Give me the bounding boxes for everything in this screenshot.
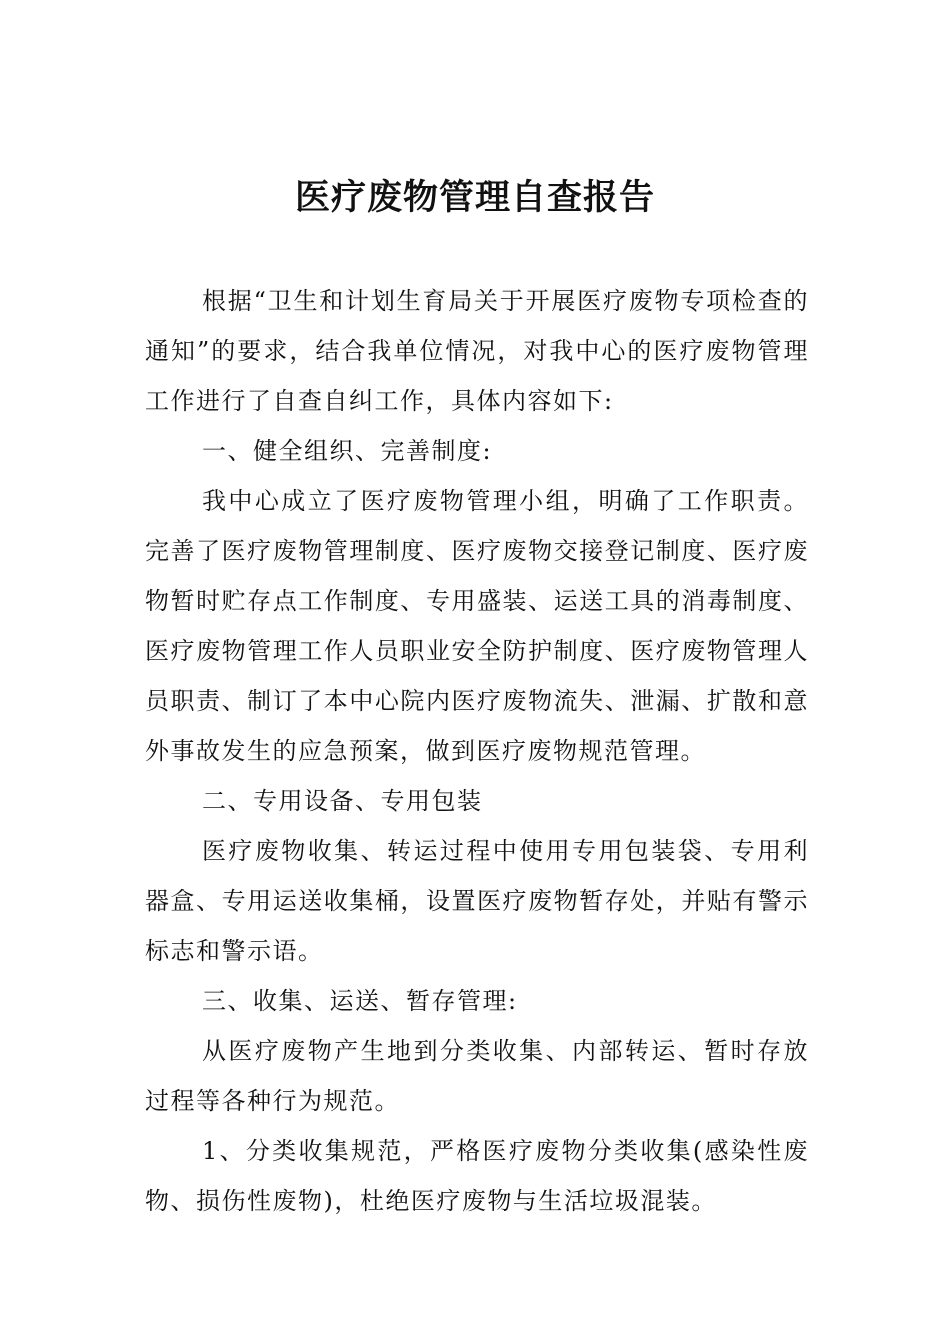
paragraph-classification: 1、分类收集规范，严格医疗废物分类收集(感染性废物、损伤性废物)，杜绝医疗废物与生活垃圾混装。 — [145, 1137, 809, 1215]
section-heading-collection: 三、收集、运送、暂存管理: — [202, 987, 518, 1015]
section-heading-equipment: 二、专用设备、专用包装 — [202, 787, 483, 815]
document-body — [145, 276, 809, 1226]
document-title: 医疗废物管理自查报告 — [294, 177, 655, 218]
paragraph-organization: 我中心成立了医疗废物管理小组，明确了工作职责。完善了医疗废物管理制度、医疗废物交接登记制度、医疗废物暂时贮存点工作制度、专用盛装、运送工具的消毒制度、医疗废物管理工作人员职业安全防护制度、医疗废物管理人员职责、制订了本中心院内医疗废物流失、泄漏、扩散和意外事故发生的应急预案，做到医疗废物规范管理。 — [145, 487, 809, 765]
paragraph-equipment: 医疗废物收集、转运过程中使用专用包装袋、专用利器盒、专用运送收集桶，设置医疗废物暂存处，并贴有警示标志和警示语。 — [145, 837, 809, 965]
paragraph-intro: 根据“卫生和计划生育局关于开展医疗废物专项检查的通知”的要求，结合我单位情况，对我中心的医疗废物管理工作进行了自查自纠工作，具体内容如下: — [145, 287, 809, 415]
section-heading-organization: 一、健全组织、完善制度: — [202, 437, 493, 465]
paragraph-collection: 从医疗废物产生地到分类收集、内部转运、暂时存放过程等各种行为规范。 — [145, 1037, 809, 1115]
